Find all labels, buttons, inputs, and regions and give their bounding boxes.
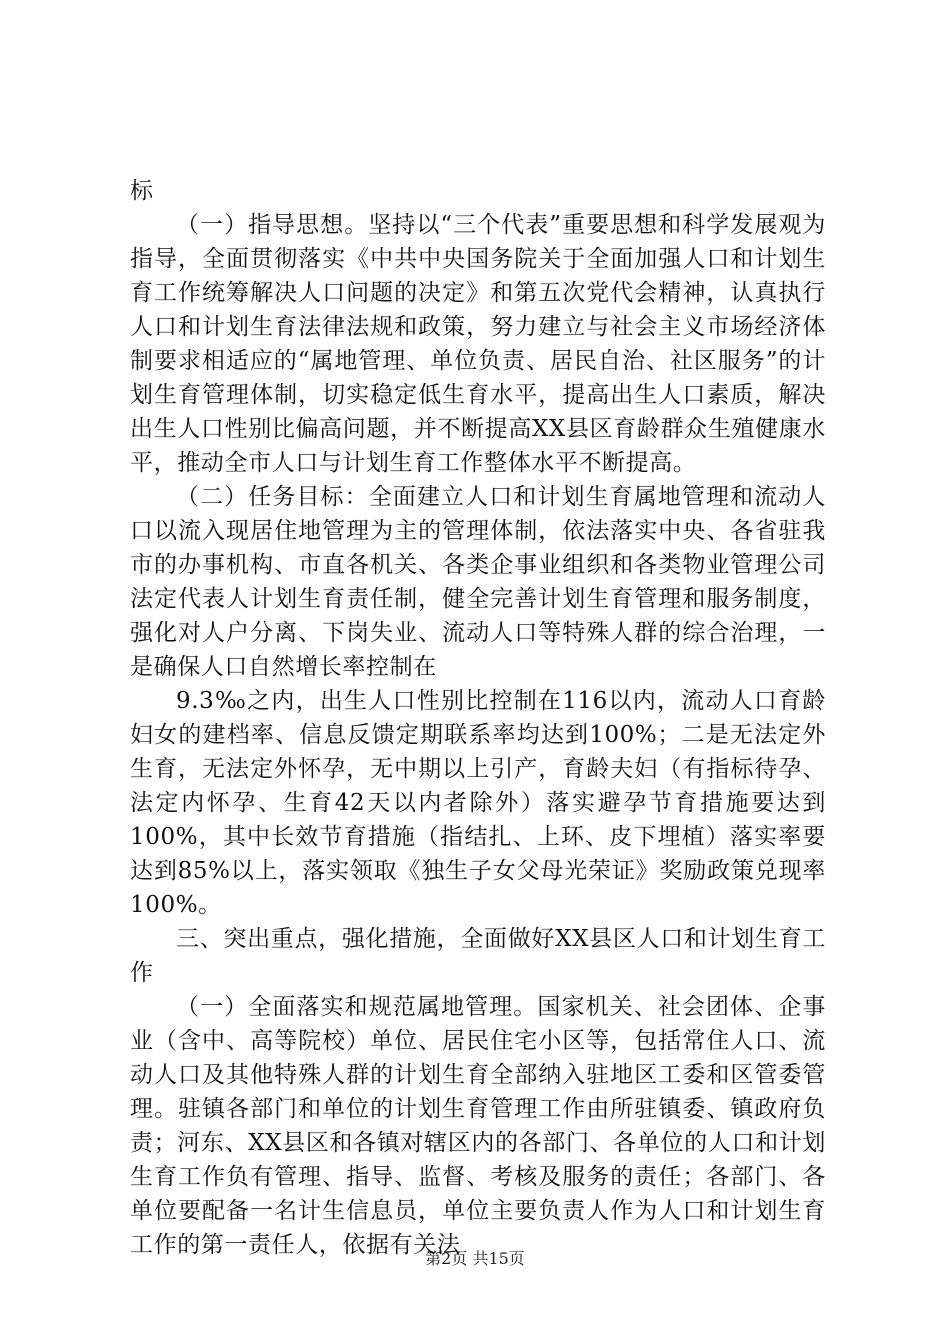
section-heading-three: 三、突出重点，强化措施，全面做好XX县区人口和计划生育工作: [130, 926, 826, 986]
paragraph-territorial-management: （一）全面落实和规范属地管理。国家机关、社会团体、企事业（含中、高等院校）单位、居民住宅小区等，包括常住人口、流动人口及其他特殊人群的计划生育全部纳入驻地区工委和区管委管理。驻镇各部门和单位的计划生育管理工作由所驻镇委、镇政府负责；河东、XX县区和各镇对辖区内的各部门、各单位的人口和计划生育工作负有管理、指导、监督、考核及服务的责任；各部门、各单位要配备一名计生信息员，单位主要负责人作为人口和计划生育工作的第一责任人，依据有关法: [130, 994, 826, 1258]
paragraph-targets: 9.3‰之内，出生人口性别比控制在116以内，流动人口育龄妇女的建档率、信息反馈定期联系率均达到100%；二是无法定外生育，无法定外怀孕，无中期以上引产，育龄夫妇（有指标待孕、法定内怀孕、生育42天以内者除外）落实避孕节育措施要达到100%，其中长效节育措施（指结扎、上环、皮下埋植）落实率要达到85%以上，落实领取《独生子女父母光荣证》奖励政策兑现率100%。: [130, 688, 826, 918]
paragraph-guiding-ideology: （一）指导思想。坚持以“三个代表”重要思想和科学发展观为指导，全面贯彻落实《中共中央国务院关于全面加强人口和计划生育工作统筹解决人口问题的决定》和第五次党代会精神，认真执行人口和计划生育法律法规和政策，努力建立与社会主义市场经济体制要求相适应的“属地管理、单位负责、居民自治、社区服务”的计划生育管理体制，切实稳定低生育水平，提高出生人口素质，解决出生人口性别比偏高问题，并不断提高XX县区育龄群众生殖健康水平，推动全市人口与计划生育工作整体水平不断提高。: [130, 212, 826, 476]
paragraph-continuation: 标: [130, 178, 154, 204]
paragraph-task-goals: （二）任务目标：全面建立人口和计划生育属地管理和流动人口以流入现居住地管理为主的管理体制，依法落实中央、各省驻我市的办事机构、市直各机关、各类企事业组织和各类物业管理公司法定代表人计划生育责任制，健全完善计划生育管理和服务制度，强化对人户分离、下岗失业、流动人口等特殊人群的综合治理，一是确保人口自然增长率控制在: [130, 484, 826, 680]
page-footer: 第2页 共15页: [425, 1249, 525, 1268]
document-body: [130, 174, 826, 1262]
